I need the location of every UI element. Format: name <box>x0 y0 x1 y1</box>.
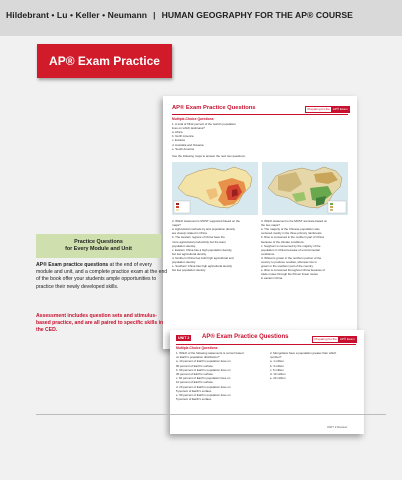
question-line: d. Wheat is grown in the northern portion of the <box>261 255 322 260</box>
feature-callout <box>36 234 161 258</box>
question-line: a. 10 percent of Earth's population lives on <box>176 359 231 364</box>
question-line: 1. A total of 6612 percent of the world's population <box>172 122 236 126</box>
question-line: population density. <box>172 243 196 248</box>
question-line: e. 20 million <box>270 376 286 381</box>
question-line: 1. Which of the following statements is correct based <box>176 351 244 355</box>
unit-badge: UNIT 2 <box>178 336 190 340</box>
sample-page-unit <box>170 330 364 434</box>
banner-label: AP® Exam Practice <box>49 54 160 68</box>
question-line: a. Agricultural methods by and population density <box>172 227 235 232</box>
question-line: b. 3 million <box>270 363 284 368</box>
question-line: grown in the southern part of the country. <box>261 264 314 269</box>
question-line: conditions. <box>261 251 275 256</box>
question-line: 2. Mongolians have a population greater than which <box>270 351 337 355</box>
question-line: d. Australia and Oceania <box>172 142 204 147</box>
question-line: in eastern China. <box>261 276 283 281</box>
question-line: 5 percent of Earth's surface. <box>176 388 213 393</box>
page-title: AP® Exam Practice Questions <box>172 105 256 111</box>
callout-line-1: Practice Questions <box>74 239 123 245</box>
question-line: number? <box>270 355 282 360</box>
map-intro: Use the following maps to answer the next two questions. <box>172 154 246 158</box>
book-header <box>6 10 353 20</box>
tag-left: Preparing for the <box>314 337 337 341</box>
question-line: 10 percent of Earth's surface. <box>176 380 214 385</box>
assessment-note: Assessment includes question sets and stimulus-based practice, and are all paired to specific skills in the CED. <box>36 313 164 334</box>
question-line: c. 5 million <box>270 367 284 372</box>
exam-prep-tag <box>312 336 357 343</box>
mc-heading: Multiple-Choice Questions <box>172 117 214 121</box>
question-line: 2. Which statement is MOST supported based on the <box>172 219 240 223</box>
question-line: maps? <box>172 223 181 228</box>
question-line: population density. <box>172 260 196 264</box>
section-banner <box>37 44 172 78</box>
question-line: b. The western regions of China have the <box>172 235 225 240</box>
page-footer: UNIT 2 Review <box>327 425 348 429</box>
header-separator: | <box>153 10 156 20</box>
question-line: c. 60 percent of Earth's population lives on <box>176 376 231 381</box>
footer-rule <box>36 414 386 415</box>
question-line: 90 percent of Earth's surface. <box>176 363 214 368</box>
tag-right: AP® Exam <box>339 337 355 341</box>
question-line: e. South America <box>172 146 195 151</box>
title-rule <box>176 344 356 345</box>
tag-left: Preparing for the <box>307 107 330 111</box>
question-line: are closely related in China. <box>172 231 208 236</box>
question-line: centered mostly in the three primary rainforests. <box>261 231 323 236</box>
question-line: d. Northern China has both high agricultural and <box>172 255 234 260</box>
title-rule <box>172 114 348 115</box>
question-line: but low population density. <box>172 268 206 273</box>
question-line: but low agricultural density. <box>172 251 207 256</box>
question-line: c. Eastern China has a high population density, <box>172 247 233 252</box>
question-line: b. Rice is consumed in the northern part of China <box>261 235 324 240</box>
question-line: because of the climate conditions. <box>261 239 305 244</box>
question-line: d. 10 million <box>270 372 286 376</box>
question-line: 3. Which statement is the MOST accurate based on <box>261 219 328 223</box>
tag-right: AP® Exam <box>332 107 348 111</box>
question-line: 30 percent of Earth's surface. <box>176 372 214 376</box>
sample-page-module <box>163 96 357 349</box>
question-line: a. 1 million <box>270 359 284 364</box>
exam-prep-tag <box>305 106 350 113</box>
description-lead: AP® Exam practice questions <box>36 262 109 268</box>
question-line: on Earth's population distribution? <box>176 355 220 360</box>
question-line: e. Rice is consumed throughout China because of <box>261 268 325 273</box>
course-title: HUMAN GEOGRAPHY FOR THE AP® COURSE <box>161 10 353 20</box>
question-line: c. Sorghum is consumed by the majority of the <box>261 243 321 248</box>
question-line: b. 90 percent of Earth's population lives on <box>176 367 231 372</box>
question-line: more agricultural productivity but the least <box>172 239 226 244</box>
question-line: e. 90 percent of Earth's population lives on <box>176 393 231 397</box>
question-line: country to produce noodles, whereas rice is <box>261 260 317 264</box>
question-line: lives on which landmass? <box>172 126 205 131</box>
question-line: b. North America <box>172 134 194 139</box>
mc-heading: Multiple-Choice Questions <box>176 346 218 350</box>
authors: Hildebrant • Lu • Keller • Neumann <box>6 10 148 20</box>
callout-line-2: for Every Module and Unit <box>65 246 132 252</box>
question-line: a. The majority of the Chinese population was <box>261 227 320 232</box>
page-title: AP® Exam Practice Questions <box>202 334 289 340</box>
feature-description <box>36 262 168 291</box>
question-line: trade routes through the Khmer linear routes <box>261 272 318 277</box>
question-line: population in China because of environmental <box>261 247 320 252</box>
question-line: 5 percent of Earth's surface. <box>176 397 213 402</box>
question-line: a. Africa <box>172 130 183 135</box>
question-line: c. Eurasia <box>172 138 185 143</box>
question-line: d. 20 percent of Earth's population lives on <box>176 384 231 389</box>
agriculture-map <box>262 162 348 215</box>
question-line: the two maps? <box>261 223 280 228</box>
population-map <box>172 162 258 215</box>
question-line: e. Southern China has high agricultural density <box>172 264 232 269</box>
description-body: at the end of every module and unit, and a complete practice exam at the end of the book offer your students ample opportunities to practice their newly developed skills. <box>36 262 168 290</box>
